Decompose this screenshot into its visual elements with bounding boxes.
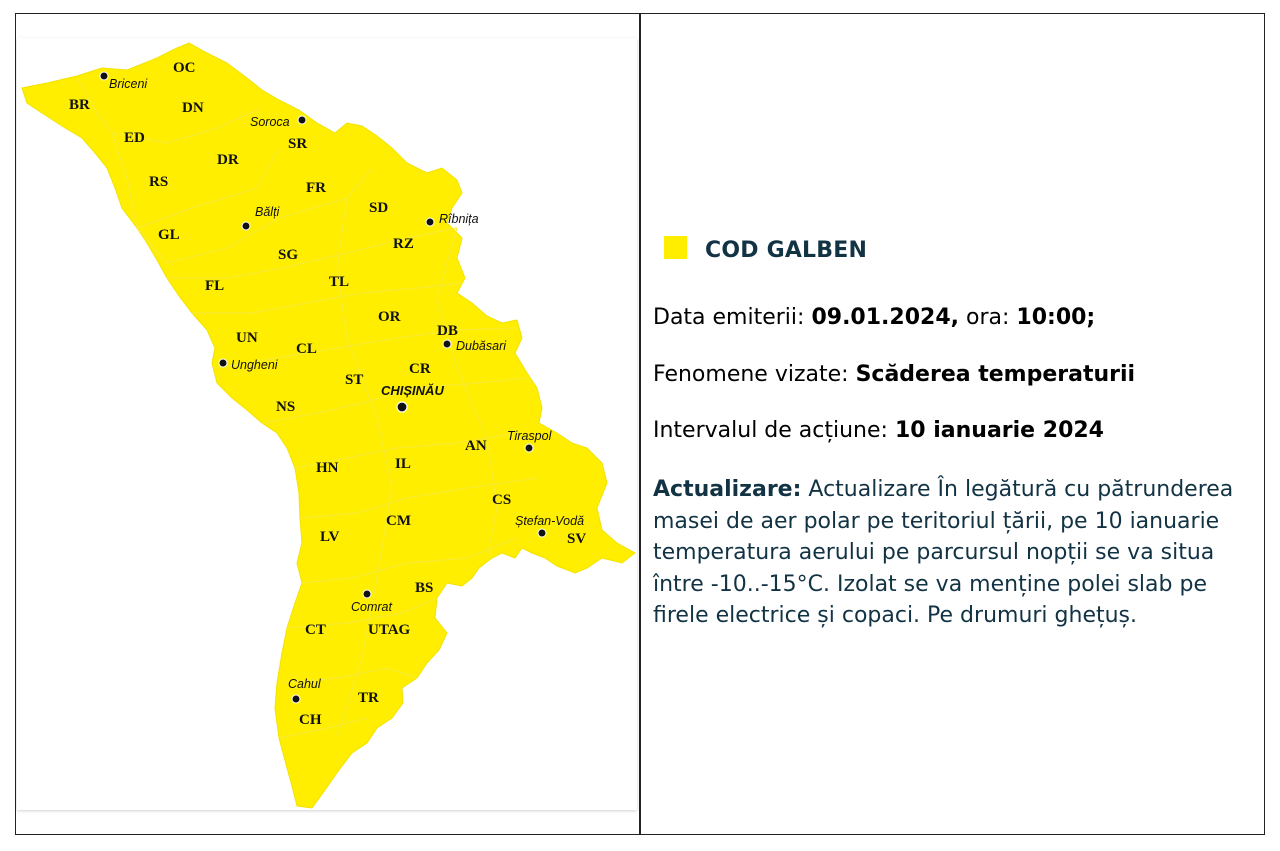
city-label-stefan-voda: Ștefan-Vodă: [515, 514, 585, 528]
city-dot-tiraspol: [525, 444, 533, 452]
hour-label: ora:: [966, 305, 1010, 330]
city-label-comrat: Comrat: [351, 600, 392, 614]
district-label-sg: SG: [278, 247, 299, 263]
district-label-or: OR: [378, 309, 401, 325]
district-label-bs: BS: [415, 580, 434, 596]
city-dot-ungheni: [219, 359, 227, 367]
district-label-cm: CM: [386, 513, 411, 529]
alert-level-label: COD GALBEN: [705, 238, 868, 263]
update-paragraph: [653, 474, 1253, 632]
district-label-cr: CR: [409, 361, 431, 377]
city-label-balti: Bălți: [255, 205, 280, 219]
interval-line: [653, 416, 1104, 446]
district-label-sd: SD: [369, 200, 389, 216]
district-label-dr: DR: [217, 152, 239, 168]
issued-line: [653, 303, 1095, 333]
district-label-rz: RZ: [393, 236, 414, 252]
district-label-tl: TL: [329, 274, 350, 290]
phenomena-value: Scăderea temperaturii: [855, 362, 1136, 387]
city-dot-comrat: [363, 590, 371, 598]
district-label-st: ST: [345, 372, 364, 388]
district-label-cl: CL: [296, 341, 317, 357]
phenomena-label: Fenomene vizate:: [653, 362, 849, 387]
city-label-ribnita: Rîbnița: [439, 212, 479, 226]
district-label-ed: ED: [124, 130, 145, 146]
warning-map: [17, 38, 637, 810]
district-label-br: BR: [69, 97, 90, 113]
yellow-code-swatch: [664, 236, 687, 259]
city-label-briceni: Briceni: [109, 77, 148, 91]
district-label-utag: UTAG: [368, 622, 411, 638]
district-label-dn: DN: [182, 100, 204, 116]
city-dot-stefan-voda: [538, 529, 546, 537]
city-markers: [100, 72, 587, 703]
issued-label: Data emiterii:: [653, 305, 805, 330]
district-label-ns: NS: [276, 399, 296, 415]
city-dot-briceni: [100, 72, 108, 80]
map-labels: [17, 38, 637, 810]
district-label-hn: HN: [316, 460, 339, 476]
city-dot-balti: [242, 222, 250, 230]
hour-value: 10:00;: [1016, 305, 1096, 330]
city-label-tiraspol: Tiraspol: [507, 429, 552, 443]
district-label-fr: FR: [306, 180, 326, 196]
city-label-ungheni: Ungheni: [231, 358, 278, 372]
district-label-an: AN: [465, 438, 487, 454]
phenomena-line: [653, 360, 1135, 390]
district-label-gl: GL: [158, 227, 180, 243]
district-label-il: IL: [395, 456, 411, 472]
update-label: Actualizare:: [653, 477, 802, 502]
district-label-sr: SR: [288, 136, 308, 152]
city-label-soroca: Soroca: [250, 115, 290, 129]
district-label-ct: CT: [305, 622, 326, 638]
city-dot-dubasari: [443, 340, 451, 348]
district-label-db: DB: [437, 323, 458, 339]
city-dot-ribnita: [426, 218, 434, 226]
interval-label: Intervalul de acțiune:: [653, 418, 888, 443]
district-label-lv: LV: [320, 529, 340, 545]
column-divider: [639, 13, 641, 835]
city-label-chisinau: CHIȘINĂU: [381, 383, 444, 398]
district-label-tr: TR: [358, 690, 379, 706]
district-label-ch: CH: [299, 712, 322, 728]
issued-date: 09.01.2024,: [811, 305, 959, 330]
district-label-cs: CS: [492, 492, 512, 508]
city-label-cahul: Cahul: [288, 677, 321, 691]
district-label-sv: SV: [567, 531, 587, 547]
district-label-oc: OC: [173, 60, 196, 76]
city-dot-chisinau: [397, 402, 407, 412]
district-label-rs: RS: [149, 174, 169, 190]
city-label-dubasari: Dubăsari: [456, 339, 507, 353]
district-label-un: UN: [236, 330, 258, 346]
district-labels: [69, 60, 586, 728]
interval-value: 10 ianuarie 2024: [894, 418, 1104, 443]
district-label-fl: FL: [205, 278, 225, 294]
city-dot-cahul: [292, 695, 300, 703]
update-text: Actualizare În legătură cu pătrunderea masei de aer polar pe teritoriul țării, pe 10 ianuarie temperatura aerului pe parcursul nopții se va situa între -10..-15°C. Izolat se va menține polei slab pe firele electrice și copaci. Pe drumuri ghețuș.: [653, 477, 1234, 628]
city-dot-soroca: [298, 116, 306, 124]
